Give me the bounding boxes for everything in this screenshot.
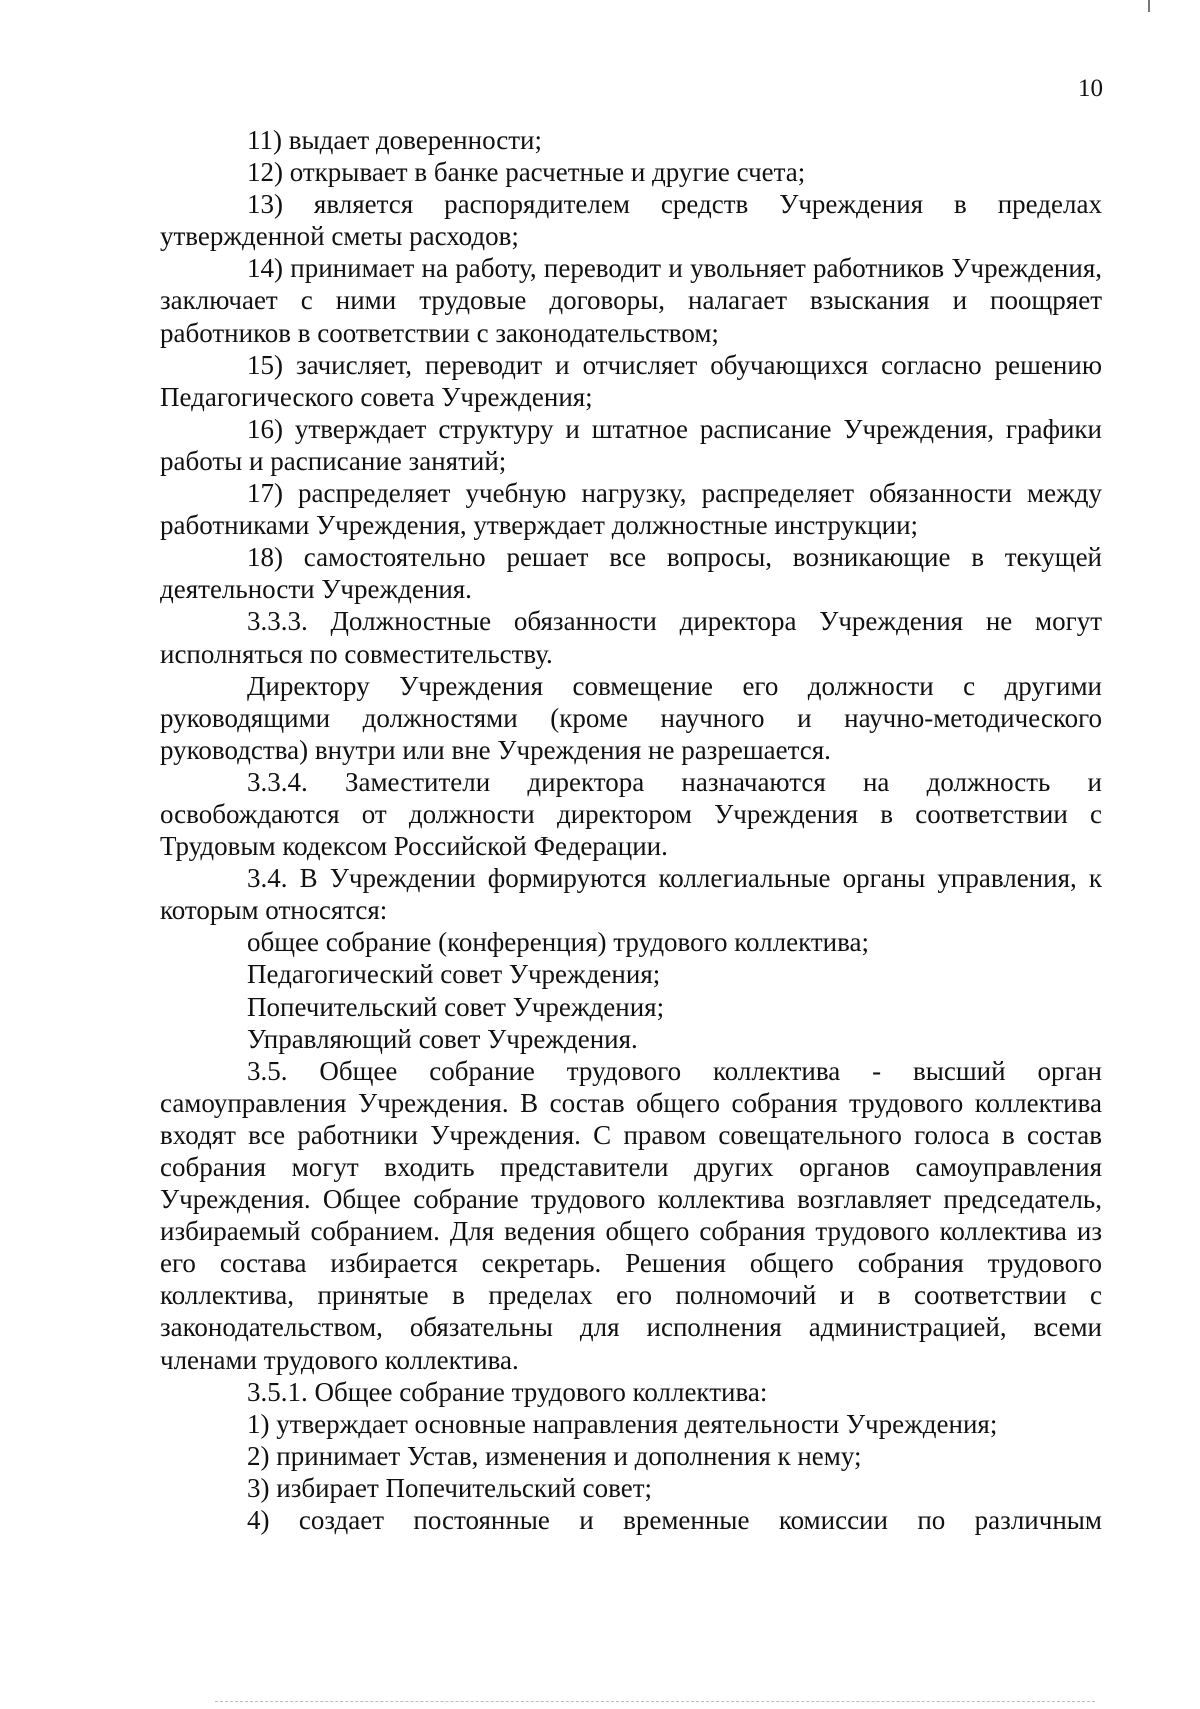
list-item-1: 1) утверждает основные направления деятельности Учреждения; — [247, 1408, 998, 1439]
list-item-3: 3) избирает Попечительский совет; — [247, 1472, 653, 1503]
list-item-board-of-trustees: Попечительский совет Учреждения; — [247, 991, 665, 1022]
page-number: 10 — [1078, 75, 1103, 102]
list-item-2: 2) принимает Устав, изменения и дополнения к нему; — [247, 1440, 862, 1471]
paragraph-3-4: 3.4. В Учреждении формируются коллегиальные органы управления, к которым относятся: — [160, 863, 1102, 926]
list-item-4: 4) создает постоянные и временные комиссии по различным — [247, 1505, 1102, 1536]
paragraph-item-13: 13) является распорядителем средств Учреждения в пределах утвержденной сметы расходов; — [160, 189, 1102, 252]
list-item-general-meeting: общее собрание (конференция) трудового коллектива; — [247, 927, 869, 958]
paragraph-3-3-3: 3.3.3. Должностные обязанности директора Учреждения не могут исполняться по совместительству. — [160, 606, 1102, 669]
scan-bottom-line — [215, 1701, 1095, 1702]
document-body — [160, 124, 1102, 1536]
paragraph-3-3-4: 3.3.4. Заместители директора назначаются на должность и освобождаются от должности директором Учреждения в соответствии с Трудовым кодексом Российской Федерации. — [160, 766, 1102, 862]
list-item-pedagogical-council: Педагогический совет Учреждения; — [247, 959, 661, 990]
paragraph-3-5: 3.5. Общее собрание трудового коллектива - высший орган самоуправления Учреждения. В состав общего собрания трудового коллектива входят все работники Учреждения. С правом совещательного голоса в состав собрания могут входить представители других органов самоуправления Учреждения. Общее собрание трудового коллектива возглавляет председатель, избираемый собранием. Для ведения общего собрания трудового коллектива из его состава избирается секретарь. Решения общего собрания трудового коллектива, принятые в пределах его полномочий и в соответствии с законодательством, обязательны для исполнения администрацией, всеми членами трудового коллектива. — [160, 1055, 1102, 1375]
scan-edge-mark — [1148, 0, 1150, 12]
paragraph-director-combination: Директору Учреждения совмещение его должности с другими руководящими должностями (кроме научного и научно-методического руководства) внутри или вне Учреждения не разрешается. — [160, 670, 1102, 765]
paragraph-item-16: 16) утверждает структуру и штатное расписание Учреждения, графики работы и расписание занятий; — [160, 413, 1102, 476]
paragraph-item-18: 18) самостоятельно решает все вопросы, возникающие в текущей деятельности Учреждения. — [160, 542, 1102, 605]
paragraph-item-17: 17) распределяет учебную нагрузку, распределяет обязанности между работниками Учреждения, утверждает должностные инструкции; — [160, 478, 1102, 541]
paragraph-3-5-1: 3.5.1. Общее собрание трудового коллектива: — [247, 1376, 768, 1407]
paragraph-item-12: 12) открывает в банке расчетные и другие счета; — [247, 157, 806, 188]
paragraph-item-15: 15) зачисляет, переводит и отчисляет обучающихся согласно решению Педагогического совета Учреждения; — [160, 349, 1102, 412]
paragraph-item-14: 14) принимает на работу, переводит и увольняет работников Учреждения, заключает с ними трудовые договоры, налагает взыскания и поощряет работников в соответствии с законодательством; — [160, 253, 1102, 348]
list-item-governing-council: Управляющий совет Учреждения. — [247, 1023, 638, 1054]
paragraph-item-11: 11) выдает доверенности; — [247, 125, 542, 155]
